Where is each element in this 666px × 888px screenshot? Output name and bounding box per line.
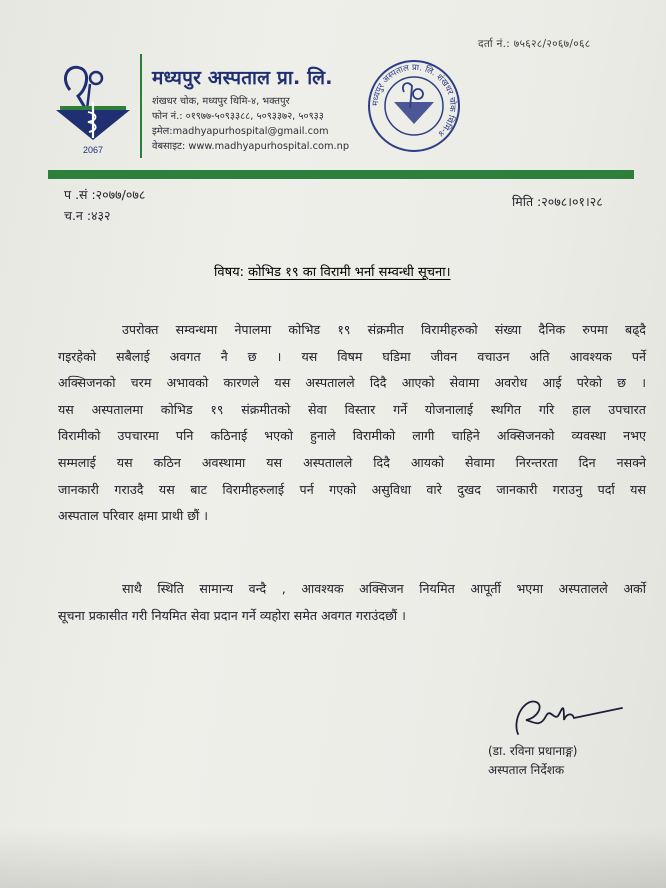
logo-year: 2067 (82, 145, 104, 155)
hospital-seal (366, 58, 462, 154)
body-line: साथै स्थिति सामान्य वन्दै , आवश्यक अक्सिजन नियमित आपूर्ती भएमा अस्पतालले अर्को (122, 581, 646, 596)
chalani-number: च.न :४३२ (64, 208, 111, 223)
subject-topic: कोभिड १९ का विरामी भर्ना सम्वन्धी सूचना। (248, 265, 451, 280)
body-paragraph-2 (58, 576, 646, 629)
hospital-logo (50, 58, 136, 156)
body-line: अक्सिजनको चरम अभावको कारणले यस अस्पतालले दिदै आएको सेवामा अवरोध आई परेको छ । (58, 375, 646, 391)
body-line: उपरोक्त सम्वन्धमा नेपालमा कोभिड १९ संक्रमीत विरामीहरुको संख्या दैनिक रुपमा बढ्दै (122, 322, 646, 337)
body-line: गइरहेको सबैलाई अवगत नै छ । यस विषम घडिमा जीवन वचाउन अति आवश्यक पर्ने (58, 348, 646, 364)
patra-sankhya: प .सं :२०७७/०७८ (64, 187, 146, 202)
hospital-email: इमेल:madhyapurhospital@gmail.com (152, 126, 329, 137)
seal-text: मध्यपुर अस्पताल प्रा. लि. शंखधर चोक थिमि-४ (370, 62, 458, 139)
body-line: अस्पताल परिवार क्षमा प्राथी छौं । (58, 508, 209, 524)
darta-number: दर्ता नं.: ७५६२८/२०६७/०६८ (478, 38, 591, 50)
body-paragraph-1 (58, 317, 646, 530)
letter-date: मिति :२०७८।०१।२८ (512, 194, 603, 209)
body-line: जानकारी गराउदै यस बाट विरामीहरुलाई पर्न गएको असुविधा वारे दुखद जानकारी गराउनु पर्दा यस (58, 481, 646, 497)
body-line: सम्मलाई यस कठिन अवस्थामा यस अस्पतालले दिदै आयको सेवामा निरन्तरता दिन नसक्ने (58, 454, 646, 470)
signer-title: अस्पताल निर्देशक (488, 763, 565, 777)
body-line: यस अस्पतालमा कोभिड १९ संक्रमीतको सेवा विस्तार गर्ने योजनालाई स्थगित गरि हाल उपचारत (58, 401, 646, 417)
hospital-website: वेबसाइट: www.madhyapurhospital.com.np (152, 141, 350, 152)
body-line: सूचना प्रकासीत गरी नियमित सेवा प्रदान गर्ने व्यहोरा समेत अवगत गराउंदछौं । (58, 607, 406, 623)
paper-shadow (0, 828, 666, 888)
body-line: विरामीको उपचारमा पनि कठिनाई भएको हुनाले विरामीको लागी चाहिने अक्सिजनको व्यवस्था नभए (58, 428, 646, 444)
hospital-phone: फोन नं.: ०१९७७-५०९३३८८, ५०९३३७२, ५०९३३ (152, 111, 324, 122)
handwritten-signature (500, 690, 630, 740)
subject-prefix: विषय: (214, 265, 245, 280)
header-divider (140, 54, 142, 158)
header-rule (48, 170, 634, 179)
hospital-name: मध्यपुर अस्पताल प्रा. लि. (152, 67, 333, 89)
subject-line (214, 262, 451, 280)
hospital-address: शंखधर चोक, मध्यपुर थिमि-४, भक्तपुर (152, 96, 290, 107)
signer-name: (डा. रविना प्रधानाङ्ग) (488, 744, 578, 758)
